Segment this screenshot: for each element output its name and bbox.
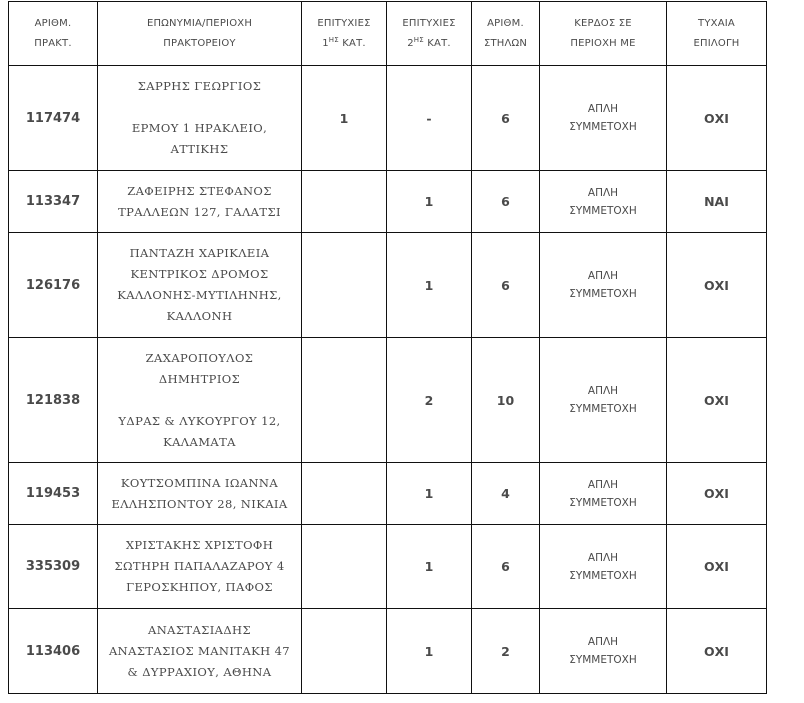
header-text: ΚΕΡΔΟΣ ΣΕ [574,17,632,29]
header-text-part: 2 [407,37,414,49]
agency-text-line: ΔΗΜΗΤΡΙΟΣ [158,371,241,386]
header-text: ΕΠΙΤΥΧΙΕΣ [402,17,456,29]
agency-text-line: ΕΡΜΟΥ 1 ΗΡΑΚΛΕΙΟ, [131,121,268,135]
header-text: ΠΡΑΚΤ. [34,37,72,49]
agency-number-cell: 126176 [9,233,98,338]
agency-text-line: ΚΕΝΤΡΙΚΟΣ ΔΡΟΜΟΣ [130,267,269,281]
agency-text-line: ΠΑΝΤΑΖΗ ΧΑΡΙΚΛΕΙΑ [129,246,270,260]
table-row [9,171,767,233]
winners-table [8,1,767,694]
table-row [9,463,767,525]
prize-text-line: ΑΠΛΗ [587,385,619,397]
agency-number-cell: 117474 [9,66,98,171]
agency-text-line: ΣΑΡΡΗΣ ΓΕΩΡΓΙΟΣ [137,79,262,93]
prize-text-line: ΑΠΛΗ [587,270,619,282]
table-row [9,609,767,694]
prize-text-line: ΣΥΜΜΕΤΟΧΗ [569,496,637,509]
header-text [390,34,468,54]
header-prize-area [540,2,667,66]
second-category-wins-cell: 2 [387,338,472,463]
random-pick-cell: ΟΧΙ [667,609,767,694]
header-text-part: 1 [322,37,329,49]
prize-text-line: ΣΥΜΜΕΤΟΧΗ [569,403,637,415]
second-category-wins-cell: 1 [387,463,472,525]
header-text: ΠΡΑΚΤΟΡΕΙΟΥ [163,37,236,49]
agency-text-line: ΑΝΑΣΤΑΣΙΟΣ ΜΑΝΙΤΑΚΗ 47 [108,643,291,658]
prize-area-cell [540,171,667,233]
agency-name-area-cell [98,463,302,525]
header-text: ΣΤΗΛΩΝ [483,37,528,49]
agency-text-line: ΑΤΤΙΚΗΣ [170,142,229,156]
header-first-category-wins [302,2,387,66]
agency-number-cell: 113406 [9,609,98,694]
agency-number-cell: 113347 [9,171,98,233]
header-text: ΑΡΙΘΜ. [487,17,524,29]
random-pick-cell: ΟΧΙ [667,463,767,525]
first-category-wins-cell [302,463,387,525]
header-agency-number [9,2,98,66]
first-category-wins-cell [302,609,387,694]
table-row [9,66,767,171]
agency-number-cell: 121838 [9,338,98,463]
agency-number-cell: 335309 [9,525,98,609]
agency-text-line: ΚΑΛΑΜΑΤΑ [163,434,236,449]
header-text [305,34,383,54]
prize-text-line: ΑΠΛΗ [587,103,619,115]
header-agency-name-area [98,2,302,66]
prize-area-cell [540,463,667,525]
columns-count-cell: 6 [472,66,540,171]
header-text: ΠΕΡΙΟΧΗ ΜΕ [570,37,636,49]
agency-text-line: ΑΝΑΣΤΑΣΙΑΔΗΣ [147,622,252,637]
agency-name-area-cell [98,609,302,694]
agency-name-area-cell [98,66,302,171]
header-columns-count [472,2,540,66]
prize-text-line: ΣΥΜΜΕΤΟΧΗ [569,654,637,666]
prize-text-line: ΣΥΜΜΕΤΟΧΗ [569,288,637,300]
prize-text-line: ΑΠΛΗ [587,478,619,491]
columns-count-cell: 4 [472,463,540,525]
agency-text-line: ΖΑΦΕΙΡΗΣ ΣΤΕΦΑΝΟΣ [127,183,272,198]
prize-text-line: ΣΥΜΜΕΤΟΧΗ [569,204,637,217]
prize-area-cell [540,233,667,338]
header-text-part: ΚΑΤ. [423,37,451,49]
columns-count-cell: 6 [472,233,540,338]
table-row [9,525,767,609]
header-row [9,2,767,66]
first-category-wins-cell [302,233,387,338]
random-pick-cell: ΟΧΙ [667,66,767,171]
prize-area-cell [540,525,667,609]
agency-number-cell: 119453 [9,463,98,525]
random-pick-cell: ΟΧΙ [667,338,767,463]
line-spacer [101,390,298,411]
header-superscript: ΗΣ [328,35,339,44]
prize-area-cell [540,609,667,694]
agency-text-line: ΥΔΡΑΣ & ΛΥΚΟΥΡΓΟΥ 12, [118,413,281,428]
prize-text-line: ΑΠΛΗ [587,186,619,199]
header-random-pick [667,2,767,66]
random-pick-cell: ΟΧΙ [667,233,767,338]
prize-text-line: ΣΥΜΜΕΤΟΧΗ [569,121,637,133]
agency-text-line: ΓΕΡΟΣΚΗΠΟΥ, ΠΑΦΟΣ [126,580,273,594]
agency-name-area-cell [98,171,302,233]
line-spacer [101,97,298,118]
prize-text-line: ΣΥΜΜΕΤΟΧΗ [569,569,637,582]
agency-text-line: ΚΑΛΛΟΝΗΣ-ΜΥΤΙΛΗΝΗΣ, [117,288,282,302]
first-category-wins-cell [302,171,387,233]
header-second-category-wins [387,2,472,66]
agency-text-line: ΕΛΛΗΣΠΟΝΤΟΥ 28, ΝΙΚΑΙΑ [111,496,288,511]
header-text: ΑΡΙΘΜ. [34,17,72,29]
prize-text-line: ΑΠΛΗ [587,551,619,564]
first-category-wins-cell [302,338,387,463]
second-category-wins-cell: - [387,66,472,171]
agency-text-line: ΤΡΑΛΛΕΩΝ 127, ΓΑΛΑΤΣΙ [118,204,281,219]
first-category-wins-cell [302,525,387,609]
second-category-wins-cell: 1 [387,233,472,338]
agency-text-line: ΧΡΙΣΤΑΚΗΣ ΧΡΙΣΤΟΦΗ [125,538,274,552]
agency-name-area-cell [98,525,302,609]
header-text: ΕΠΙΛΟΓΗ [693,37,740,49]
agency-name-area-cell [98,233,302,338]
prize-area-cell [540,66,667,171]
agency-text-line: ΚΑΛΛΟΝΗ [166,309,233,323]
random-pick-cell: ΟΧΙ [667,525,767,609]
header-text: ΤΥΧΑΙΑ [698,17,735,29]
table-row [9,338,767,463]
columns-count-cell: 2 [472,609,540,694]
header-superscript: ΗΣ [413,35,424,44]
columns-count-cell: 6 [472,171,540,233]
columns-count-cell: 10 [472,338,540,463]
second-category-wins-cell: 1 [387,525,472,609]
columns-count-cell: 6 [472,525,540,609]
prize-text-line: ΑΠΛΗ [587,636,619,648]
second-category-wins-cell: 1 [387,171,472,233]
first-category-wins-cell: 1 [302,66,387,171]
prize-area-cell [540,338,667,463]
header-text-part: ΚΑΤ. [338,37,366,49]
header-text: ΕΠΙΤΥΧΙΕΣ [317,17,371,29]
random-pick-cell: ΝΑΙ [667,171,767,233]
agency-text-line: ΚΟΥΤΣΟΜΠΙΝΑ ΙΩΑΝΝΑ [120,475,279,490]
agency-text-line: ΣΩΤΗΡΗ ΠΑΠΑΛΑΖΑΡΟΥ 4 [114,559,285,573]
agency-text-line: ΖΑΧΑΡΟΠΟΥΛΟΣ [145,350,254,365]
agency-name-area-cell [98,338,302,463]
agency-text-line: & ΔΥΡΡΑΧΙΟΥ, ΑΘΗΝΑ [127,664,272,679]
header-text: ΕΠΩΝΥΜΙΑ/ΠΕΡΙΟΧΗ [146,17,253,29]
table-row [9,233,767,338]
second-category-wins-cell: 1 [387,609,472,694]
